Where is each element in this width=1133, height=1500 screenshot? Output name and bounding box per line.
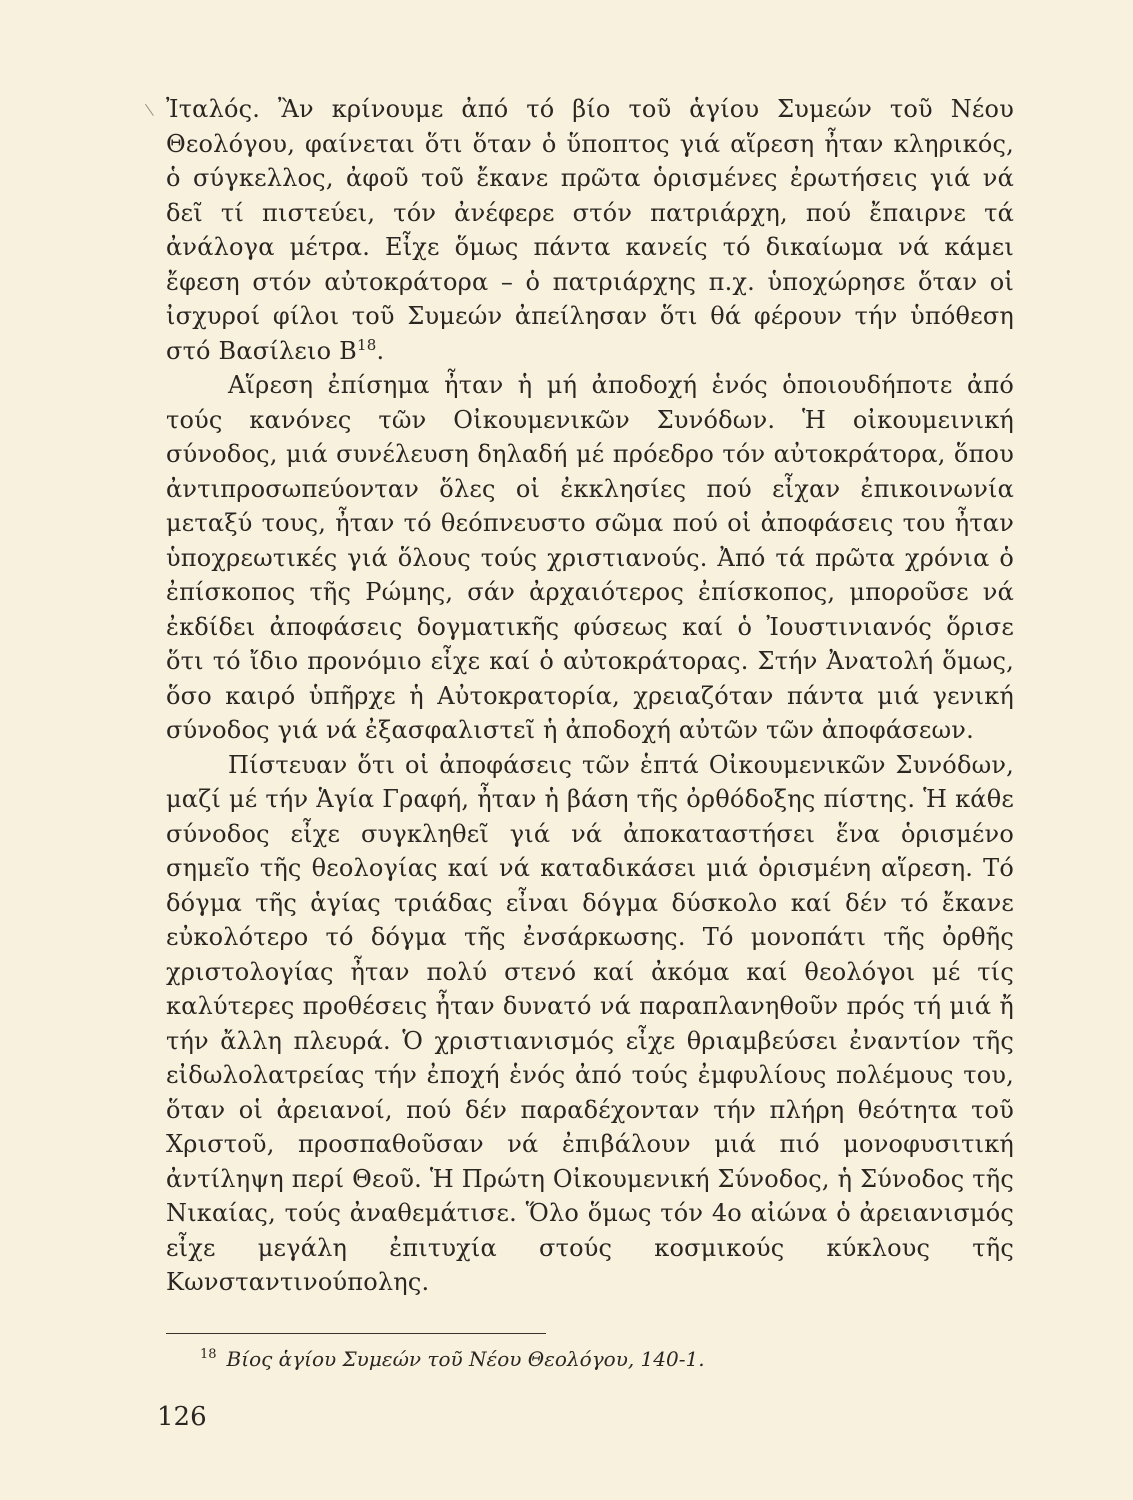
body-text [166,92,1014,1300]
footnote-text: Βίος ἁγίου Συμεών τοῦ Νέου Θεολόγου, 140-1. [226,1347,705,1371]
paragraph-1-end: . [376,336,385,365]
footnote-number: 18 [200,1347,217,1363]
paragraph-1 [166,92,1014,368]
footnote-reference[interactable]: 18 [356,335,377,354]
footnote-divider [166,1333,546,1334]
paragraph-1-text: Ἰταλός. Ἂν κρίνουμε ἀπό τό βίο τοῦ ἁγίου Συμεών τοῦ Νέου Θεολόγου, φαίνεται ὅτι ὅταν ὁ ὕποπτος γιά αἵρεση ἦταν κληρικός, ὁ σύγκελλος, ἀφοῦ τοῦ ἔκανε πρῶτα ὁρισμένες ἐρωτήσεις γιά νά δεῖ τί πιστεύει, τόν ἀνέφερε στόν πατριάρχη, πού ἔπαιρνε τά ἀνάλογα μέτρα. Εἶχε ὅμως πάντα κανείς τό δικαίωμα νά κάμει ἔφεση στόν αὐτοκράτορα – ὁ πατριάρχης π.χ. ὑποχώρησε ὅταν οἱ ἰσχυροί φίλοι τοῦ Συμεών ἀπείλησαν ὅτι θά φέρουν τήν ὑπόθεση στό Βασίλειο Β [166,95,1014,365]
page-number: 126 [157,1402,207,1432]
margin-pencil-mark [145,98,162,116]
paragraph-3: Πίστευαν ὅτι οἱ ἀποφάσεις τῶν ἑπτά Οἰκουμενικῶν Συνόδων, μαζί μέ τήν Ἁγία Γραφή, ἦταν ἡ βάση τῆς ὀρθόδοξης πίστης. Ἡ κάθε σύνοδος εἶχε συγκληθεῖ γιά νά ἀποκαταστήσει ἕνα ὁρισμένο σημεῖο τῆς θεολογίας καί νά καταδικάσει μιά ὁρισμένη αἵρεση. Τό δόγμα τῆς ἁγίας τριάδας εἶναι δόγμα δύσκολο καί δέν τό ἔκανε εὐκολότερο τό δόγμα τῆς ἐνσάρκωσης. Τό μονοπάτι τῆς ὀρθῆς χριστολογίας ἦταν πολύ στενό καί ἀκόμα καί θεολόγοι μέ τίς καλύτερες προθέσεις ἦταν δυνατό νά παραπλανηθοῦν πρός τή μιά ἤ τήν ἄλλη πλευρά. Ὁ χριστιανισμός εἶχε θριαμβεύσει ἐναντίον τῆς εἰδωλολατρείας τήν ἐποχή ἑνός ἀπό τούς ἐμφυλίους πολέμους του, ὅταν οἱ ἀρειανοί, πού δέν παραδέχονταν τήν πλήρη θεότητα τοῦ Χριστοῦ, προσπαθοῦσαν νά ἐπιβάλουν μιά πιό μονοφυσιτική ἀντίληψη περί Θεοῦ. Ἡ Πρώτη Οἰκουμενική Σύνοδος, ἡ Σύνοδος τῆς Νικαίας, τούς ἀναθεμάτισε. Ὅλο ὅμως τόν 4ο αἰώνα ὁ ἀρειανισμός εἶχε μεγάλη ἐπιτυχία στούς κοσμικούς κύκλους τῆς Κωνσταντινούπολης. [166,750,1014,1296]
footnote [200,1346,900,1372]
paragraph-2: Αἵρεση ἐπίσημα ἦταν ἡ μή ἀποδοχή ἑνός ὁποιουδήποτε ἀπό τούς κανόνες τῶν Οἰκουμενικῶν Συνόδων. Ἡ οἰκουμεινική σύνοδος, μιά συνέλευση δηλαδή μέ πρόεδρο τόν αὐτοκράτορα, ὅπου ἀντιπροσωπεύονταν ὅλες οἱ ἐκκλησίες πού εἶχαν ἐπικοινωνία μεταξύ τους, ἦταν τό θεόπνευστο σῶμα πού οἱ ἀποφάσεις του ἦταν ὑποχρεωτικές γιά ὅλους τούς χριστιανούς. Ἀπό τά πρῶτα χρόνια ὁ ἐπίσκοπος τῆς Ρώμης, σάν ἀρχαιότερος ἐπίσκοπος, μποροῦσε νά ἐκδίδει ἀποφάσεις δογματικῆς φύσεως καί ὁ Ἰουστινιανός ὅρισε ὅτι τό ἴδιο προνόμιο εἶχε καί ὁ αὐτοκράτορας. Στήν Ἀνατολή ὅμως, ὅσο καιρό ὑπῆρχε ἡ Αὐτοκρατορία, χρειαζόταν πάντα μιά γενική σύνοδος γιά νά ἐξασφαλιστεῖ ἡ ἀποδοχή αὐτῶν τῶν ἀποφάσεων. [166,371,1014,744]
